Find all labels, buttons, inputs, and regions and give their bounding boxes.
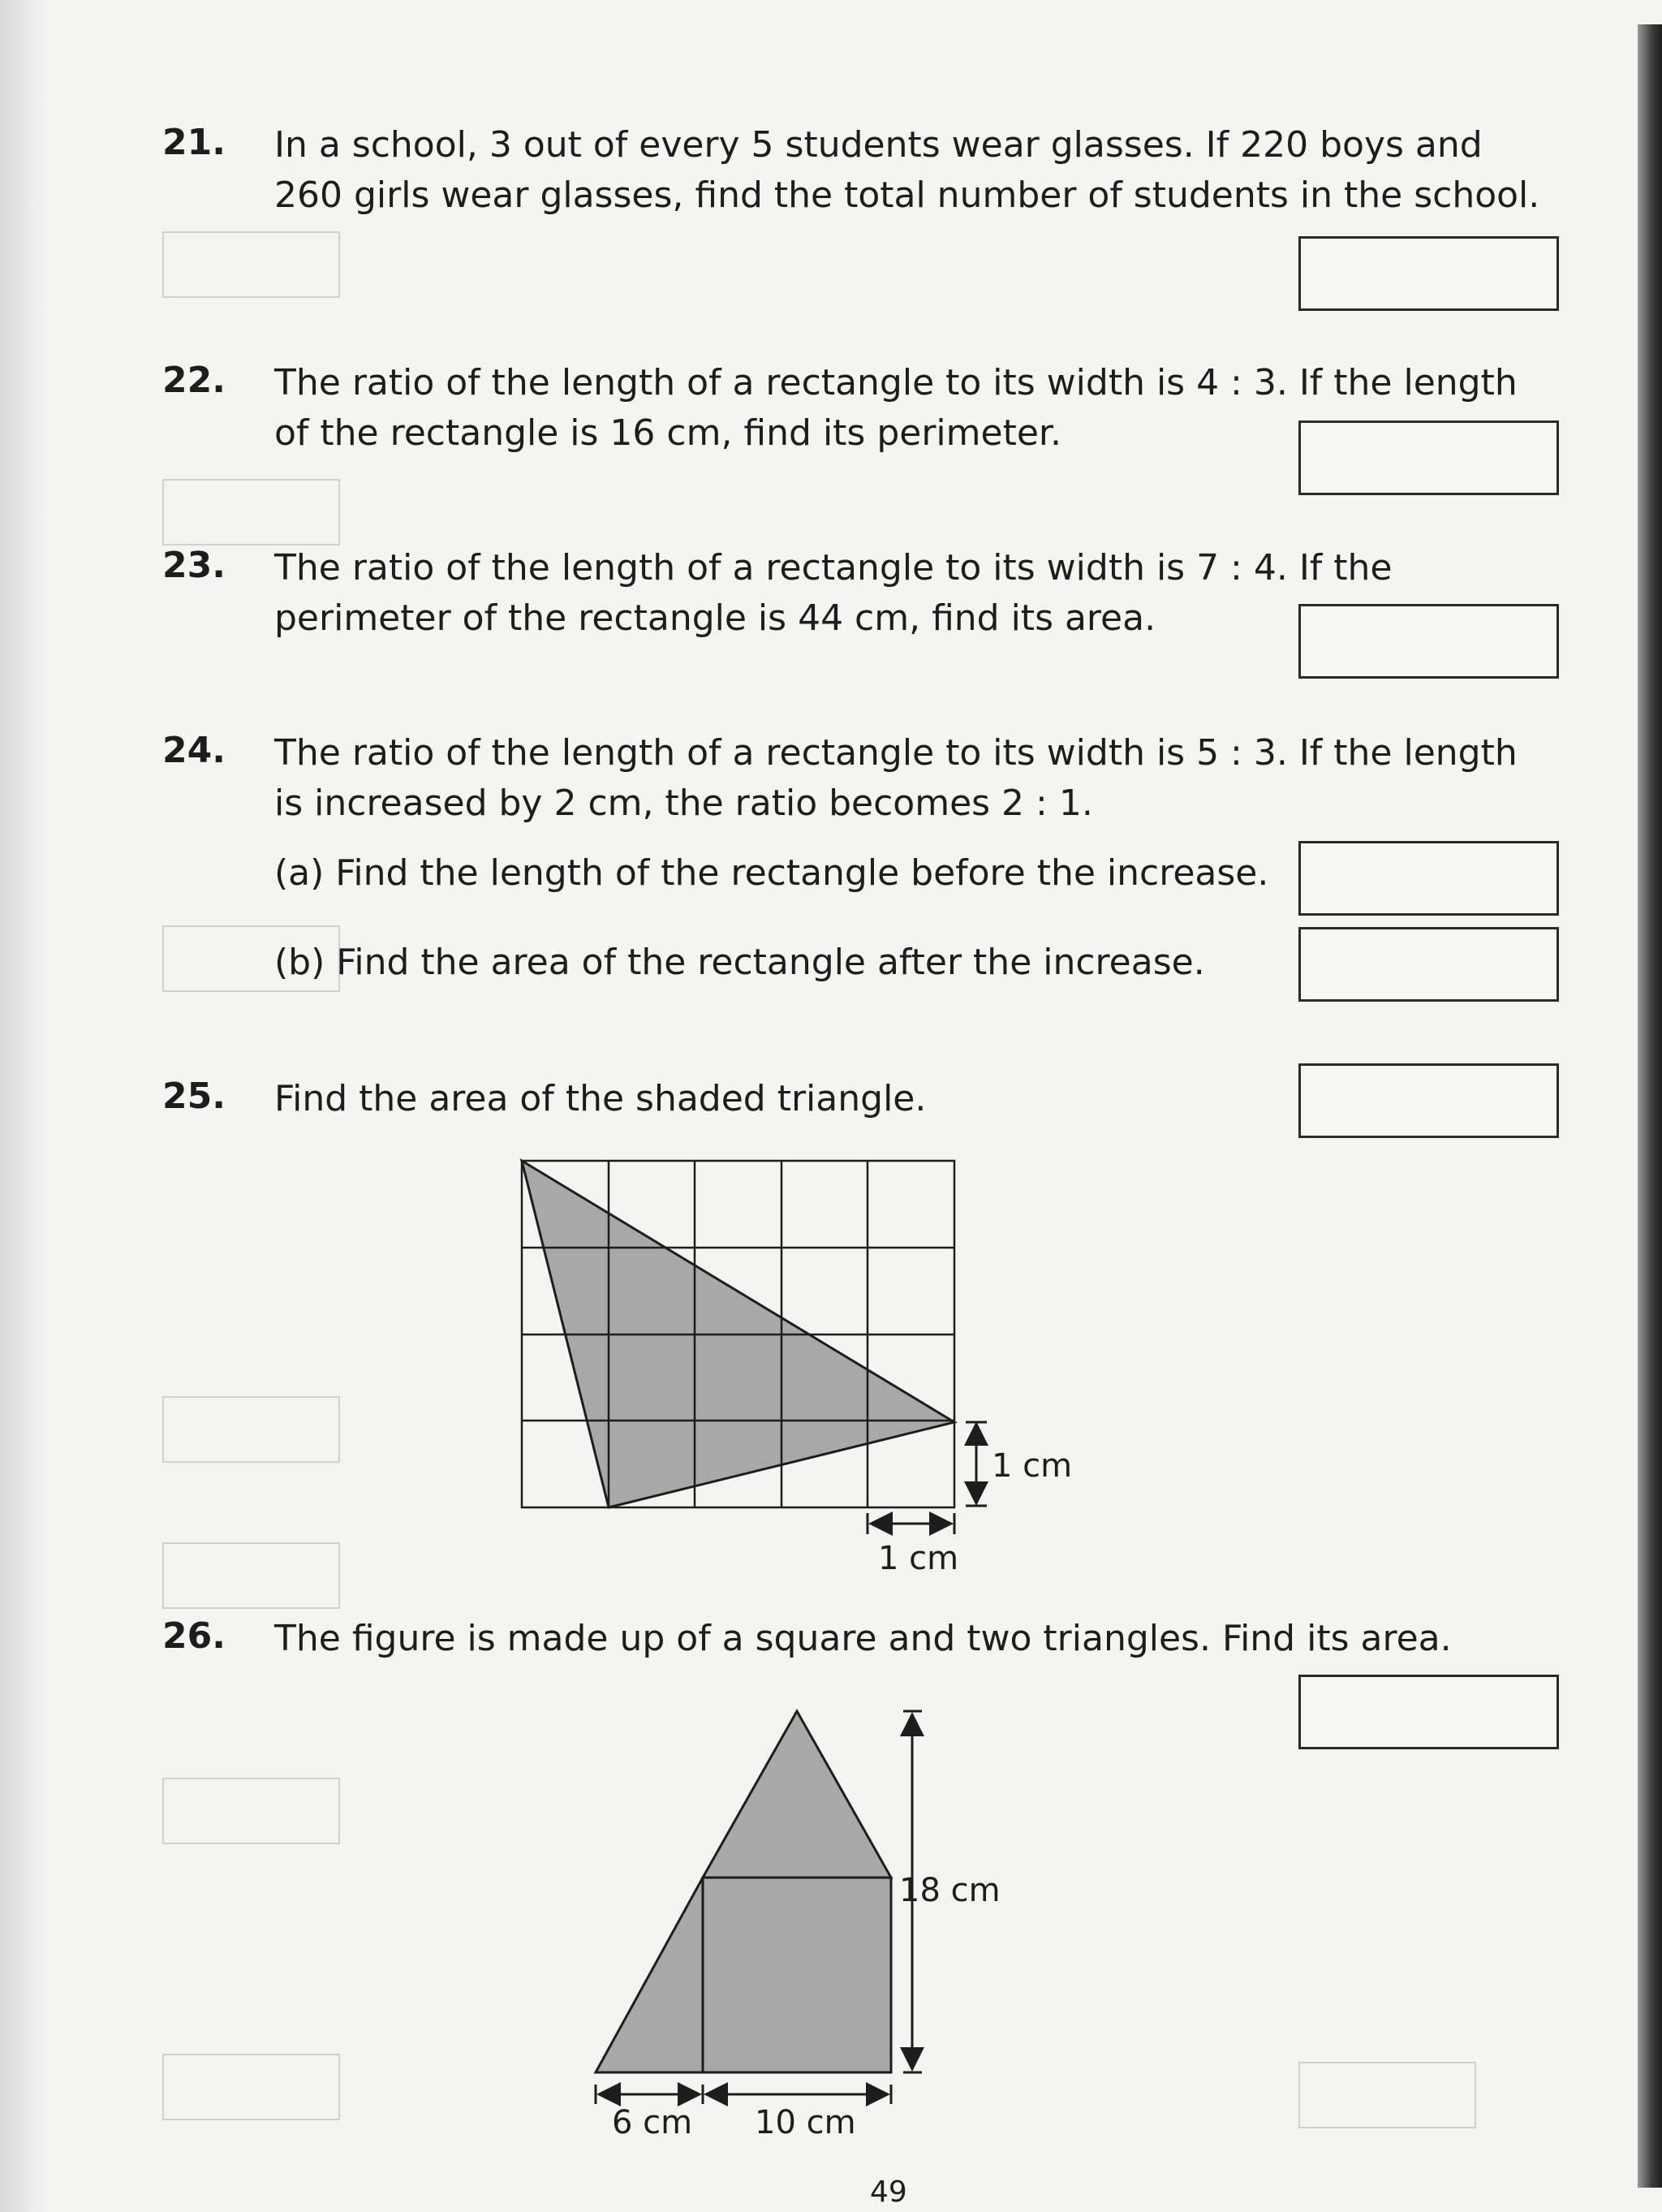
question-24-number: 24.	[162, 730, 226, 771]
question-text-line: is increased by 2 cm, the ratio becomes 2 : 1.	[274, 783, 1093, 824]
top-triangle	[703, 1711, 891, 1878]
q26-composite-figure	[596, 1711, 922, 2104]
question-text-line: The ratio of the length of a rectangle to its width is 5 : 3. If the length	[274, 732, 1518, 774]
question-24b-text: (b) Find the area of the rectangle after the increase.	[274, 942, 1205, 983]
q25-label-horizontal: 1 cm	[878, 1540, 959, 1577]
square	[703, 1878, 891, 2072]
page-number: 49	[870, 2175, 907, 2209]
question-24a-text: (a) Find the length of the rectangle before the increase.	[274, 852, 1269, 894]
q26-label-left: 6 cm	[612, 2104, 693, 2141]
q26-label-right: 10 cm	[755, 2104, 856, 2141]
question-23-number: 23.	[162, 545, 226, 586]
question-25-number: 25.	[162, 1076, 226, 1117]
question-text-line: perimeter of the rectangle is 44 cm, find its area.	[274, 597, 1156, 639]
question-text-line: In a school, 3 out of every 5 students wear glasses. If 220 boys and	[274, 124, 1483, 166]
question-21-number: 21.	[162, 122, 226, 163]
question-text-line: of the rectangle is 16 cm, find its perimeter.	[274, 412, 1061, 454]
question-text-line: Find the area of the shaded triangle.	[274, 1078, 927, 1119]
q25-label-vertical: 1 cm	[992, 1447, 1073, 1485]
left-triangle	[596, 1878, 703, 2072]
q26-label-height: 18 cm	[899, 1872, 1001, 1909]
question-text-line: 260 girls wear glasses, find the total number of students in the school.	[274, 175, 1540, 216]
question-text-line: The ratio of the length of a rectangle to its width is 7 : 4. If the	[274, 547, 1393, 589]
question-text-line: The figure is made up of a square and two triangles. Find its area.	[274, 1618, 1452, 1659]
question-22-number: 22.	[162, 360, 226, 401]
question-26-number: 26.	[162, 1615, 226, 1657]
q25-grid-figure	[522, 1161, 987, 1534]
question-text-line: The ratio of the length of a rectangle to its width is 4 : 3. If the length	[274, 362, 1518, 403]
